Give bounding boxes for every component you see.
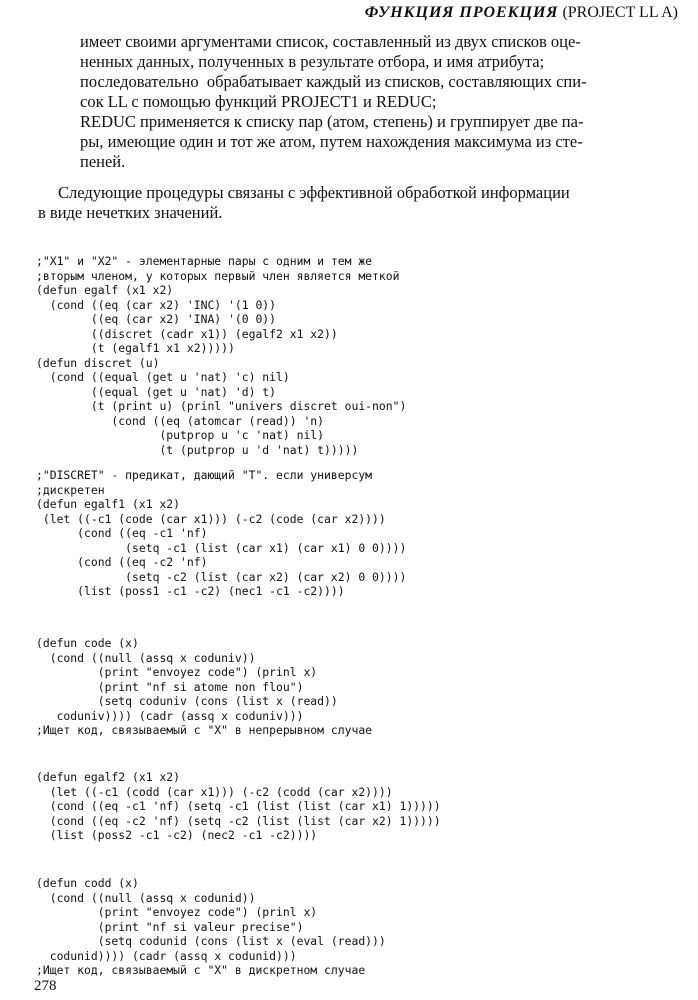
- text-line: REDUC применяется к списку пар (атом, степень) и группирует две па-: [80, 112, 584, 131]
- header-title: ФУНКЦИЯ ПРОЕКЦИЯ: [364, 4, 559, 21]
- code-block-codd: (defun codd (x) (cond ((null (assq x codunid)) (print "envoyez code") (prinl x) (print "nf si valeur precise") (setq codunid (cons (list x (eval (read))) codunid)))) (cadr (assq x codunid))) ;Ищет код, связываемый с "X" в дискретном случае: [36, 876, 386, 977]
- text-line: последовательно обрабатывает каждый из списков, составляющих спи-: [80, 72, 587, 91]
- text-line: ненных данных, полученных в результате отбора, и имя атрибута;: [80, 52, 545, 71]
- text-line: в виде нечетких значений.: [38, 203, 223, 222]
- text-line: сок LL с помощью функций PROJECT1 и REDUC;: [80, 92, 437, 111]
- code-block-egalf2: (defun egalf2 (x1 x2) (let ((-c1 (codd (car x1))) (-c2 (codd (car x2)))) (cond ((eq -c1 'nf) (setq -c1 (list (list (car x1) 1))))) (cond ((eq -c2 'nf) (setq -c2 (list (list (car x2) 1))))) (list (poss2 -c1 -c2) (nec2 -c1 -c2)))): [36, 770, 441, 842]
- page-number: 278: [34, 978, 57, 994]
- code-block-code: (defun code (x) (cond ((null (assq x coduniv)) (print "envoyez code") (prinl x) (print "nf si atome non flou") (setq coduniv (cons (list x (read)) coduniv)))) (cadr (assq x coduniv))) ;Ищет код, связываемый с "X" в непрерывном случае: [36, 636, 373, 737]
- text-line: ры, имеющие один и тот же атом, путем нахождения максимума из сте-: [80, 132, 583, 151]
- text-line: Следующие процедуры связаны с эффективной обработкой информации: [58, 183, 570, 202]
- intro-paragraph: [38, 32, 672, 172]
- body-paragraph: [38, 183, 672, 223]
- text-line: имеет своими аргументами список, составленный из двух списков оце-: [80, 32, 581, 51]
- running-header: [0, 4, 678, 22]
- header-suffix: (PROJECT LL A): [558, 4, 678, 21]
- text-line: пеней.: [80, 152, 126, 171]
- code-block-egalf1: ;"DISCRET" - предикат, дающий "T". если универсум ;дискретен (defun egalf1 (x1 x2) (let ((-c1 (code (car x1))) (-c2 (code (car x2)))) (cond ((eq -c1 'nf) (setq -c1 (list (car x1) (car x1) 0 0)))) (cond ((eq -c2 'nf) (setq -c2 (list (car x2) (car x2) 0 0)))) (list (poss1 -c1 -c2) (nec1 -c1 -c2)))): [36, 468, 407, 598]
- code-block-egalf-discret: ;"X1" и "X2" - элементарные пары с одним и тем же ;вторым членом, у которых первый член является меткой (defun egalf (x1 x2) (cond ((eq (car x2) 'INC) '(1 0)) ((eq (car x2) 'INA) '(0 0)) ((discret (cadr x1)) (egalf2 x1 x2)) (t (egalf1 x1 x2))))) (defun discret (u) (cond ((equal (get u 'nat) 'c) nil) ((equal (get u 'nat) 'd) t) (t (print u) (prinl "univers discret oui-non") (cond ((eq (atomcar (read)) 'n) (putprop u 'c 'nat) nil) (t (putprop u 'd 'nat) t))))): [36, 254, 407, 457]
